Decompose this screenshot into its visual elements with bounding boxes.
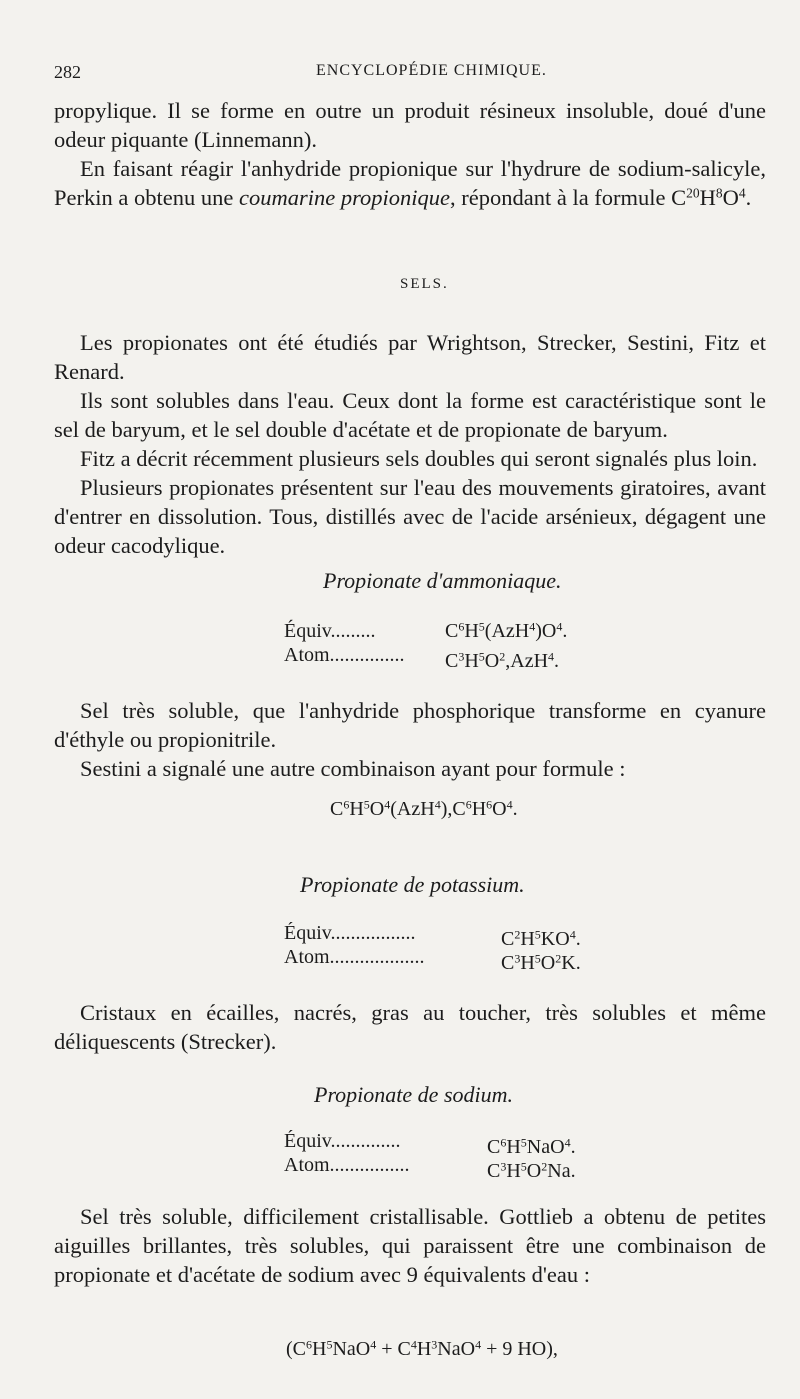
potassium-text [54, 998, 766, 1056]
running-title: ENCYCLOPÉDIE CHIMIQUE. [316, 62, 547, 79]
coumarine-term: coumarine propionique [238, 185, 450, 210]
ammonium-atom-formula: $C^3H^5O^2,AzH^4$. [445, 649, 560, 672]
sels-paragraph: Fitz a décrit récemment plusieurs sels doubles qui seront signalés plus loin. [80, 446, 758, 471]
sodium-atom-formula: $C^3H^5O^2Na$. [487, 1159, 576, 1182]
sestini-formula: $C^6H^5O^4(AzH^4),C^6H^6O^4$. [330, 797, 518, 820]
page-header [54, 62, 754, 86]
equiv-label: Équiv.............. [284, 1130, 401, 1152]
ammonium-equiv-formula: $C^6H^5(AzH^4)O^4$. [445, 619, 568, 642]
perkin-text-b: , répondant à la formule [449, 185, 672, 210]
potassium-atom-formula: $C^3H^5O^2K$. [501, 951, 581, 974]
potassium-equiv-formula: $C^2H^5KO^4$. [501, 927, 581, 950]
sodium-text [54, 1202, 766, 1289]
equiv-label: Équiv................. [284, 922, 416, 944]
ammonium-paragraph: Sestini a signalé une autre combinaison ayant pour formule : [80, 756, 626, 781]
sels-block [54, 328, 766, 560]
sels-paragraph: Ils sont solubles dans l'eau. Ceux dont la forme est caractéristique sont le sel de baryum, et le sel double d'acétate et de propionate de baryum. [54, 388, 766, 442]
ammonium-paragraph: Sel très soluble, que l'anhydride phosphorique transforme en cyanure d'éthyle ou propionitrile. [54, 698, 766, 752]
ammonium-text [54, 696, 766, 783]
intro-line: propylique. Il se forme en outre un produit résineux insoluble, doué d'une odeur piquante (Linnemann). [54, 98, 766, 152]
perkin-paragraph [54, 154, 766, 212]
sodium-paragraph: Sel très soluble, difficilement cristallisable. Gottlieb a obtenu de petites aiguilles brillantes, très solubles, qui paraissent être une combinaison de propionate et d'acétate de sodium avec 9 équivalents d'eau : [54, 1204, 766, 1287]
sels-paragraph: Plusieurs propionates présentent sur l'eau des mouvements giratoires, avant d'entrer en dissolution. Tous, distillés avec de l'acide arsénieux, dégagent une odeur cacodylique. [54, 475, 766, 558]
sodium-atom-row [284, 1154, 576, 1183]
intro-block [54, 96, 766, 212]
potassium-paragraph: Cristaux en écailles, nacrés, gras au toucher, très solubles et même déliquescents (Strecker). [54, 1000, 766, 1054]
sels-paragraph: Les propionates ont été étudiés par Wrightson, Strecker, Sestini, Fitz et Renard. [54, 330, 766, 384]
sodium-equiv-formula: $C^6H^5NaO^4$. [487, 1135, 576, 1158]
atom-label: Atom................ [284, 1154, 410, 1176]
coumarine-formula: $C^{20}H^8O^4$. [671, 185, 752, 210]
atom-label: Atom................... [284, 946, 425, 968]
ammonium-equiv-row [284, 620, 567, 643]
equiv-label: Équiv......... [284, 620, 376, 642]
ammonium-atom-row [284, 644, 559, 673]
potassium-atom-row [284, 946, 581, 975]
atom-label: Atom............... [284, 644, 405, 666]
section-heading-sels: SELS. [400, 276, 449, 292]
potassium-title: Propionate de potassium. [300, 872, 525, 897]
ammonium-title: Propionate d'ammoniaque. [323, 568, 562, 593]
sodium-title: Propionate de sodium. [314, 1082, 513, 1107]
gottlieb-formula: ($C^6H^5NaO^4 + C^4H^3NaO^4 + 9$ HO), [286, 1337, 558, 1360]
page-number: 282 [54, 62, 81, 82]
perkin-text-a: En faisant réagir l'anhydride propionique sur l'hydrure de sodium-salicyle, Perkin a obtenu une [54, 156, 766, 210]
